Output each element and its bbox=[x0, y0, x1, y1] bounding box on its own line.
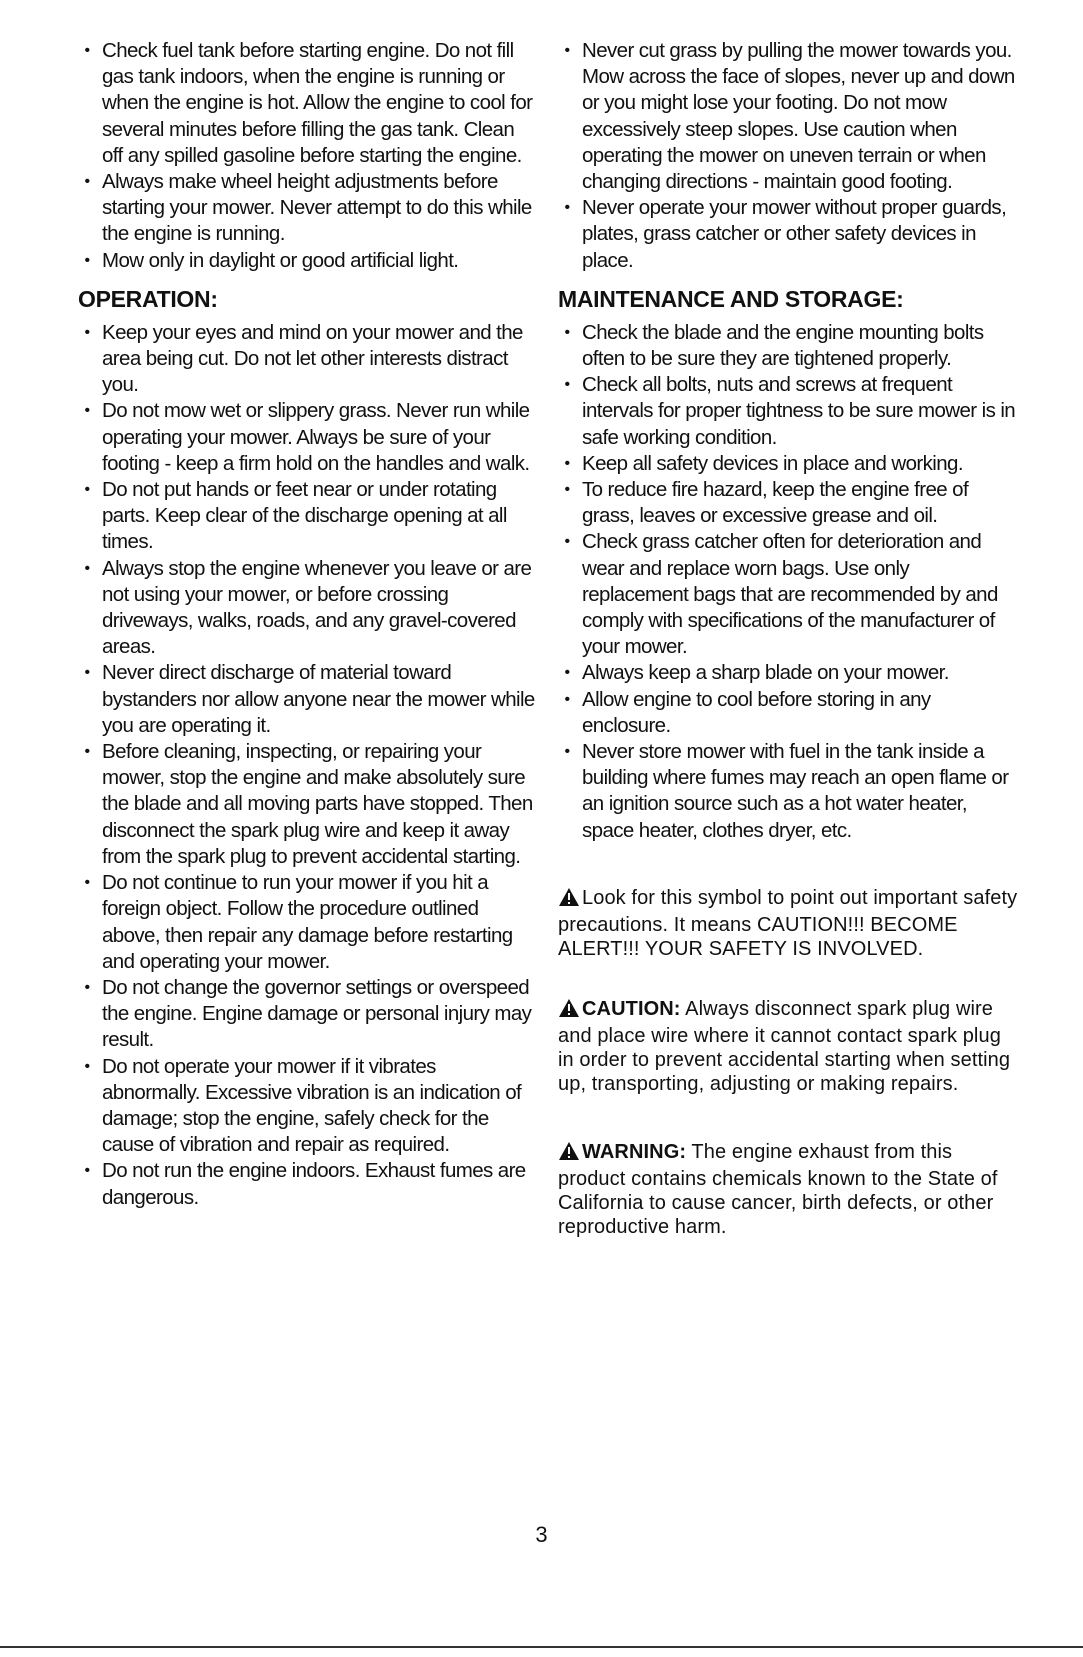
list-item bbox=[78, 739, 538, 870]
bottom-rule bbox=[0, 1646, 1083, 1648]
list-item-text: Never store mower with fuel in the tank inside a building where fumes may reach an open flame or an ignition source such as a hot water heater, space heater, clothes dryer, etc. bbox=[582, 740, 1009, 842]
list-item bbox=[78, 169, 538, 248]
list-item-text: Keep all safety devices in place and working. bbox=[582, 451, 963, 475]
list-item-text: Check grass catcher often for deterioration and wear and replace worn bags. Use only replacement bags that are recommended by and comply with specifications of the manufacturer of your mower. bbox=[582, 530, 998, 659]
list-item bbox=[558, 739, 1018, 844]
bullet-icon: • bbox=[84, 874, 90, 892]
list-item-text: Check the blade and the engine mounting bolts often to be sure they are tightened properly. bbox=[582, 320, 984, 371]
list-item-text: Do not change the governor settings or overspeed the engine. Engine damage or personal injury may result. bbox=[102, 975, 532, 1052]
bullet-icon: • bbox=[564, 323, 570, 341]
bullet-icon: • bbox=[84, 173, 90, 191]
maintenance-heading: MAINTENANCE AND STORAGE: bbox=[558, 285, 904, 312]
list-item bbox=[78, 38, 538, 169]
list-item bbox=[558, 451, 1018, 477]
operation-heading: OPERATION: bbox=[78, 285, 218, 312]
list-item bbox=[78, 320, 538, 399]
bullet-icon: • bbox=[84, 402, 90, 420]
list-item bbox=[558, 38, 1018, 195]
maintenance-list bbox=[558, 320, 1018, 844]
list-item bbox=[78, 398, 538, 477]
bullet-icon: • bbox=[564, 42, 570, 59]
bullet-icon: • bbox=[564, 376, 570, 394]
bullet-icon: • bbox=[564, 199, 570, 217]
caution-note bbox=[558, 997, 1018, 1096]
bullet-icon: • bbox=[564, 664, 570, 682]
list-item bbox=[558, 195, 1018, 274]
list-item bbox=[78, 870, 538, 975]
list-item bbox=[78, 556, 538, 661]
list-item bbox=[78, 660, 538, 739]
left-column bbox=[78, 38, 538, 1211]
bullet-icon: • bbox=[84, 978, 90, 996]
list-item bbox=[558, 320, 1018, 372]
bullet-icon: • bbox=[564, 454, 570, 472]
list-item-text: Always stop the engine whenever you leave or are not using your mower, or before crossing driveways, walks, roads, and any gravel-covered areas. bbox=[102, 556, 532, 659]
list-item-text: Never operate your mower without proper guards, plates, grass catcher or other safety devices in place. bbox=[582, 196, 1007, 272]
bullet-icon: • bbox=[84, 664, 90, 682]
bullet-icon: • bbox=[564, 481, 570, 499]
list-item-text: Keep your eyes and mind on your mower and the area being cut. Do not let other interests distract you. bbox=[102, 320, 523, 397]
caution-lead: CAUTION: bbox=[582, 997, 681, 1020]
list-item-text: Never direct discharge of material toward bystanders nor allow anyone near the mower while you are operating it. bbox=[102, 661, 535, 737]
list-item-text: Do not run the engine indoors. Exhaust fumes are dangerous. bbox=[102, 1159, 526, 1209]
list-item bbox=[558, 529, 1018, 660]
list-item-text: Check all bolts, nuts and screws at frequent intervals for proper tightness to be sure mower is in safe working condition. bbox=[582, 373, 1016, 449]
list-item bbox=[558, 687, 1018, 739]
list-item-text: Before cleaning, inspecting, or repairing your mower, stop the engine and make absolutely sure the blade and all moving parts have stopped. Then disconnect the spark plug wire and keep it away from the spark plug to prevent accidental starting. bbox=[102, 740, 533, 868]
list-item-text: Always keep a sharp blade on your mower. bbox=[582, 661, 949, 685]
warning-lead: WARNING: bbox=[582, 1140, 687, 1163]
operation-list bbox=[78, 320, 538, 1211]
list-item-text: Allow engine to cool before storing in any enclosure. bbox=[582, 687, 931, 737]
list-item-text: Always make wheel height adjustments before starting your mower. Never attempt to do this while the engine is running. bbox=[102, 170, 532, 246]
list-item bbox=[558, 660, 1018, 686]
caution-text: Always disconnect spark plug wire and place wire where it cannot contact spark plug in order to prevent accidental starting when setting up, transporting, adjusting or making repairs. bbox=[558, 997, 1011, 1095]
symbol-note bbox=[558, 886, 1018, 961]
bullet-icon: • bbox=[84, 743, 90, 761]
warning-triangle-icon bbox=[558, 998, 580, 1024]
warning-triangle-icon bbox=[558, 887, 580, 913]
list-item-text: Do not put hands or feet near or under rotating parts. Keep clear of the discharge opening at all times. bbox=[102, 478, 507, 554]
list-item-text: Never cut grass by pulling the mower towards you. Mow across the face of slopes, never up and down or you might lose your footing. Do not mow excessively steep slopes. Use caution when operating the mower on uneven terrain or when changing directions - maintain good footing. bbox=[582, 39, 1015, 194]
list-item-text: Mow only in daylight or good artificial light. bbox=[102, 248, 459, 272]
list-item bbox=[78, 1054, 538, 1159]
list-item-text: To reduce fire hazard, keep the engine free of grass, leaves or excessive grease and oil. bbox=[582, 478, 969, 528]
bullet-icon: • bbox=[564, 533, 570, 551]
right-intro-list bbox=[558, 38, 1018, 274]
list-item bbox=[78, 1158, 538, 1210]
bullet-icon: • bbox=[84, 1057, 90, 1075]
list-item bbox=[78, 248, 538, 274]
bullet-icon: • bbox=[564, 690, 570, 708]
bullet-icon: • bbox=[84, 251, 90, 269]
list-item-text: Do not continue to run your mower if you hit a foreign object. Follow the procedure outlined above, then repair any damage before restarting and operating your mower. bbox=[102, 871, 513, 973]
symbol-note-text: Look for this symbol to point out important safety precautions. It means CAUTION!!! BECOME ALERT!!! YOUR SAFETY IS INVOLVED. bbox=[558, 886, 1018, 960]
list-item-text: Do not mow wet or slippery grass. Never run while operating your mower. Always be sure of your footing - keep a firm hold on the handles and walk. bbox=[102, 399, 530, 475]
list-item bbox=[78, 477, 538, 556]
bullet-icon: • bbox=[84, 323, 90, 341]
list-item bbox=[78, 975, 538, 1054]
list-item bbox=[558, 477, 1018, 529]
bullet-icon: • bbox=[564, 743, 570, 761]
list-item-text: Do not operate your mower if it vibrates abnormally. Excessive vibration is an indication of damage; stop the engine, safely check for the cause of vibration and repair as required. bbox=[102, 1054, 522, 1157]
warning-note bbox=[558, 1140, 1018, 1239]
right-column bbox=[558, 38, 1018, 1239]
bullet-icon: • bbox=[84, 481, 90, 499]
warning-text: The engine exhaust from this product contains chemicals known to the State of California to cause cancer, birth defects, or other reproductive harm. bbox=[558, 1140, 998, 1238]
left-intro-list bbox=[78, 38, 538, 274]
page-number: 3 bbox=[535, 1522, 548, 1547]
bullet-icon: • bbox=[84, 559, 90, 577]
list-item-text: Check fuel tank before starting engine. Do not fill gas tank indoors, when the engine is running or when the engine is hot. Allow the engine to cool for several minutes before filling the gas tank. Clean off any spilled gasoline before starting the engine. bbox=[102, 39, 533, 167]
bullet-icon: • bbox=[84, 1162, 90, 1180]
bullet-icon: • bbox=[84, 42, 90, 59]
list-item bbox=[558, 372, 1018, 451]
warning-triangle-icon bbox=[558, 1141, 580, 1167]
